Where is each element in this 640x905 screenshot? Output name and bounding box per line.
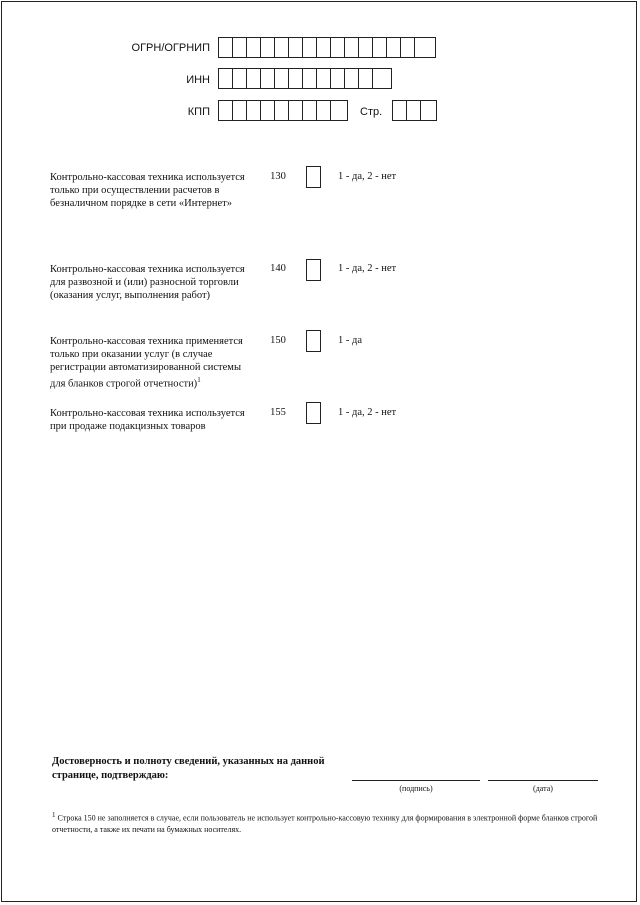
row-155-answer-box[interactable] xyxy=(306,402,321,424)
page-cells[interactable] xyxy=(392,100,437,121)
signature-caption: (подпись) xyxy=(399,784,433,793)
row-150-text: Контрольно-кассовая техника применяется только при оказании услуг (в случае регистрации автоматизированной системы для бланков строгой отчетности)$^1$ xyxy=(50,336,243,390)
row-140-text: Контрольно-кассовая техника используется для развозной и (или) разносной торговли (оказания услуг, выполнения работ) xyxy=(50,264,245,301)
ogrn-label: ОГРН/ОГРНИП xyxy=(131,42,210,54)
row-150-answer-box[interactable] xyxy=(306,330,321,352)
date-line[interactable] xyxy=(488,780,598,781)
date-caption: (дата) xyxy=(533,784,553,793)
row-150-hint: 1 - да xyxy=(338,335,362,346)
row-130-text: Контрольно-кассовая техника используется только при осуществлении расчетов в безналичном порядке в сети «Интернет» xyxy=(50,172,245,209)
footnote-text: Строка 150 не заполняется в случае, если пользователь не использует контрольно-кассовую технику для формирования в электронной форме бланков строгой отчетности, а также их печати на бумажных носителях. xyxy=(52,813,598,834)
kpp-cells[interactable] xyxy=(218,100,348,121)
ogrn-cells[interactable] xyxy=(218,37,436,58)
kpp-label: КПП xyxy=(187,106,210,118)
row-150-code: 150 xyxy=(270,335,286,346)
row-130-code: 130 xyxy=(270,171,286,182)
inn-label: ИНН xyxy=(186,74,210,86)
row-140-code: 140 xyxy=(270,263,286,274)
inn-cells[interactable] xyxy=(218,68,392,89)
footnote-ref: 1 xyxy=(197,376,201,384)
row-140-hint: 1 - да, 2 - нет xyxy=(338,263,397,274)
row-130-hint: 1 - да, 2 - нет xyxy=(338,171,397,182)
signature-line[interactable] xyxy=(352,780,480,781)
page-label: Стр. xyxy=(360,106,383,118)
row-155-hint: 1 - да, 2 - нет xyxy=(338,407,397,418)
row-155-text: Контрольно-кассовая техника используется при продаже подакцизных товаров xyxy=(50,408,245,432)
confirmation-text: Достоверность и полноту сведений, указанных на данной странице, подтверждаю: xyxy=(52,756,325,781)
row-130-answer-box[interactable] xyxy=(306,166,321,188)
footnote xyxy=(52,810,612,835)
footnote-marker: 1 xyxy=(52,811,56,819)
row-155-code: 155 xyxy=(270,407,286,418)
row-140-answer-box[interactable] xyxy=(306,259,321,281)
